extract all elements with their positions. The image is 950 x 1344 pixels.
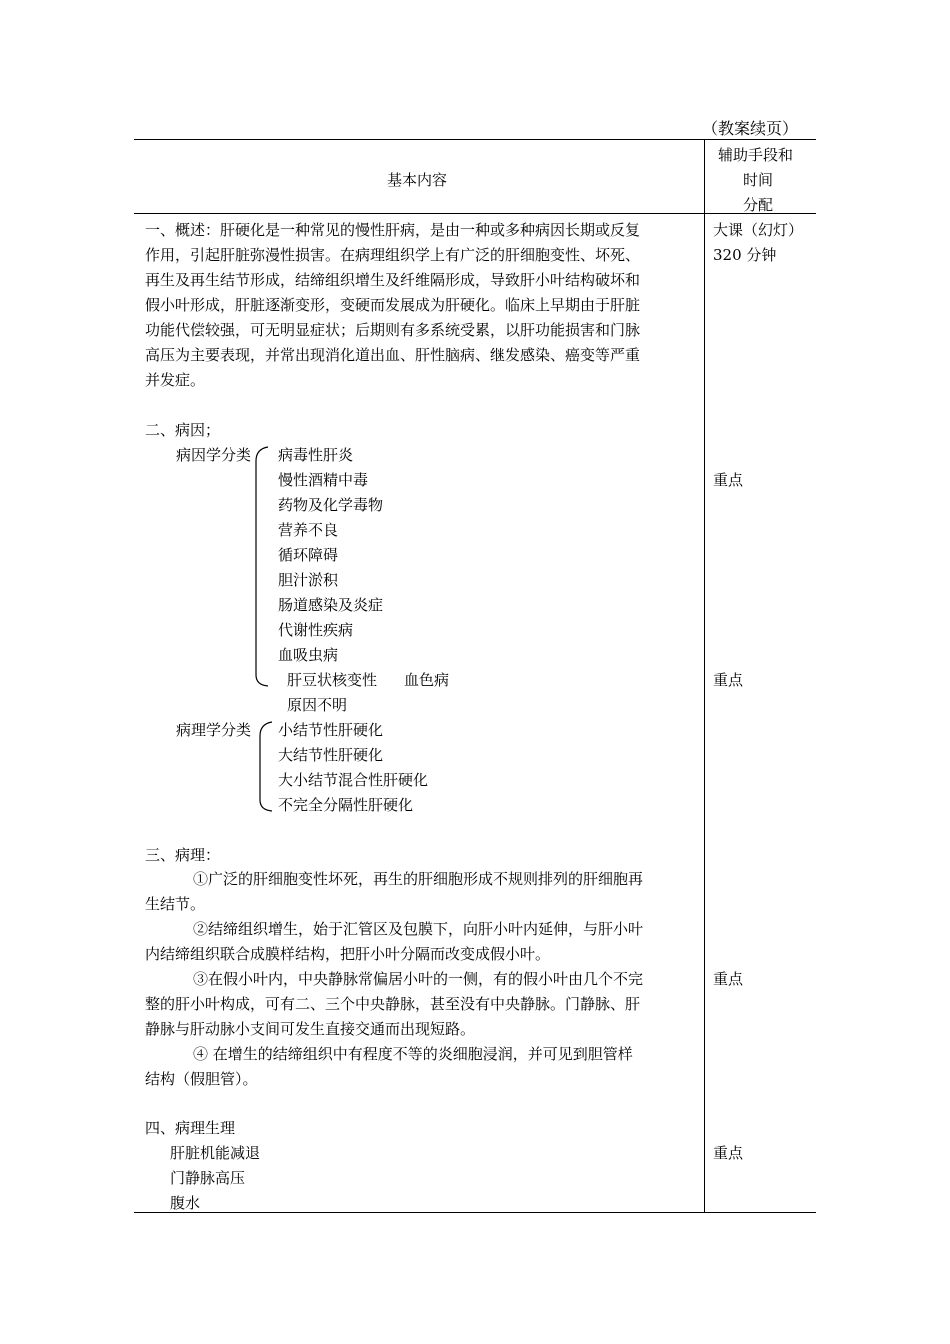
pathology-brace bbox=[254, 718, 278, 814]
etiology-brace bbox=[248, 443, 272, 689]
overview-line-2: 作用，引起肝脏弥漫性损害。在病理组织学上有广泛的肝细胞变性、坏死、 bbox=[145, 246, 641, 264]
etiology-item: 慢性酒精中毒 bbox=[278, 471, 369, 489]
pathology-line: 内结缔组织联合成膜样结构，把肝小叶分隔而改变成假小叶。 bbox=[145, 945, 551, 963]
pathophysiology-item: 肝脏机能减退 bbox=[170, 1144, 261, 1162]
side-note-key-point: 重点 bbox=[713, 970, 744, 988]
side-note-lecture: 大课（幻灯） bbox=[713, 221, 804, 239]
table-bottom-border bbox=[134, 1212, 816, 1213]
overview-line-5: 功能代偿较强，可无明显症状；后期则有多系统受累，以肝功能损害和门脉 bbox=[145, 321, 641, 339]
side-note-key-point: 重点 bbox=[713, 1144, 744, 1162]
pathophysiology-item: 门静脉高压 bbox=[170, 1169, 246, 1187]
etiology-item: 血吸虫病 bbox=[278, 646, 339, 664]
overview-line-7: 并发症。 bbox=[145, 371, 206, 389]
overview-line-3: 再生及再生结节形成，结缔组织增生及纤维隔形成，导致肝小叶结构破坏和 bbox=[145, 271, 641, 289]
etiology-item: 营养不良 bbox=[278, 521, 339, 539]
pathology-item: 大结节性肝硬化 bbox=[278, 746, 384, 764]
pathology-line: 静脉与肝动脉小支间可发生直接交通而出现短路。 bbox=[145, 1020, 476, 1038]
etiology-item: 循环障碍 bbox=[278, 546, 339, 564]
side-note-duration: 320 分钟 bbox=[713, 246, 777, 264]
column-header-main: 基本内容 bbox=[387, 171, 448, 189]
etiology-item: 原因不明 bbox=[287, 696, 348, 714]
pathology-classification-label: 病理学分类 bbox=[176, 721, 252, 739]
etiology-item: 药物及化学毒物 bbox=[278, 496, 384, 514]
pathology-line: 整的肝小叶构成，可有二、三个中央静脉，甚至没有中央静脉。门静脉、肝 bbox=[145, 995, 641, 1013]
column-header-side-line3: 分配 bbox=[743, 196, 774, 214]
etiology-item: 胆汁淤积 bbox=[278, 571, 339, 589]
etiology-classification-label: 病因学分类 bbox=[176, 446, 252, 464]
pathology-item: 小结节性肝硬化 bbox=[278, 721, 384, 739]
pathology-line: ④ 在增生的结缔组织中有程度不等的炎细胞浸润，并可见到胆管样 bbox=[193, 1045, 633, 1063]
side-note-key-point: 重点 bbox=[713, 471, 744, 489]
pathology-line: ③在假小叶内，中央静脉常偏居小叶的一侧，有的假小叶由几个不完 bbox=[193, 970, 644, 988]
column-header-side-line2: 时间 bbox=[743, 171, 774, 189]
pathology-title: 三、病理： bbox=[145, 846, 221, 864]
overview-line-6: 高压为主要表现，并常出现消化道出血、肝性脑病、继发感染、癌变等严重 bbox=[145, 346, 641, 364]
overview-line-1: 一、概述：肝硬化是一种常见的慢性肝病，是由一种或多种病因长期或反复 bbox=[145, 221, 641, 239]
table-header-divider bbox=[134, 213, 816, 214]
table-column-divider bbox=[704, 139, 705, 1213]
overview-line-4: 假小叶形成，肝脏逐渐变形，变硬而发展成为肝硬化。临床上早期由于肝脏 bbox=[145, 296, 641, 314]
etiology-title: 二、病因； bbox=[145, 421, 221, 439]
column-header-side-line1: 辅助手段和 bbox=[718, 146, 794, 164]
pathology-item: 大小结节混合性肝硬化 bbox=[278, 771, 429, 789]
pathology-item: 不完全分隔性肝硬化 bbox=[278, 796, 414, 814]
table-top-border bbox=[134, 139, 816, 140]
etiology-item: 肠道感染及炎症 bbox=[278, 596, 384, 614]
etiology-item: 肝豆状核变性 bbox=[287, 671, 378, 689]
pathology-line: ②结缔组织增生，始于汇管区及包膜下，向肝小叶内延伸，与肝小叶 bbox=[193, 920, 644, 938]
etiology-item: 血色病 bbox=[404, 671, 450, 689]
etiology-item: 代谢性疾病 bbox=[278, 621, 354, 639]
pathology-line: 生结节。 bbox=[145, 895, 206, 913]
pathophysiology-title: 四、病理生理 bbox=[145, 1119, 236, 1137]
continuation-label: （教案续页） bbox=[702, 119, 799, 138]
etiology-item: 病毒性肝炎 bbox=[278, 446, 354, 464]
pathology-line: ①广泛的肝细胞变性坏死，再生的肝细胞形成不规则排列的肝细胞再 bbox=[193, 870, 644, 888]
pathology-line: 结构（假胆管）。 bbox=[145, 1070, 258, 1088]
pathophysiology-item: 腹水 bbox=[170, 1194, 201, 1212]
side-note-key-point: 重点 bbox=[713, 671, 744, 689]
